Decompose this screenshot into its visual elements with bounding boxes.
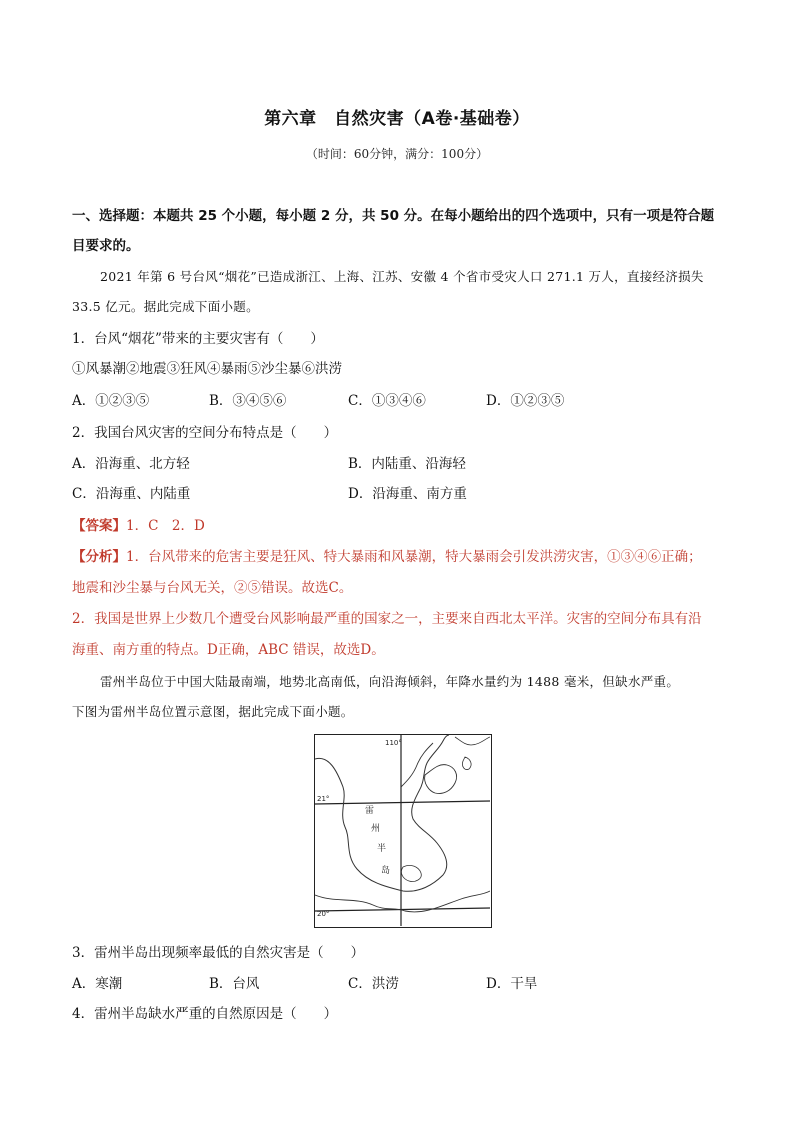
q3-option-a: A．寒潮 bbox=[72, 976, 123, 992]
lat-bottom-label: 20° bbox=[317, 910, 330, 918]
q4-stem: 4．雷州半岛缺水严重的自然原因是（ ） bbox=[72, 1006, 338, 1022]
page-subtitle: （时间：60分钟，满分：100分） bbox=[305, 147, 489, 161]
passage2-line2: 下图为雷州半岛位置示意图，据此完成下面小题。 bbox=[72, 704, 354, 719]
answer-text: 1．C 2．D bbox=[126, 518, 205, 534]
lat-top-label: 21° bbox=[317, 795, 330, 803]
q3-stem: 3．雷州半岛出现频率最低的自然灾害是（ ） bbox=[72, 945, 365, 961]
passage2-line1: 雷州半岛位于中国大陆最南端，地势北高南低，向沿海倾斜，年降水量约为 1488 毫米，但缺水严重。 bbox=[100, 674, 680, 689]
map-char-2: 州 bbox=[371, 824, 381, 834]
section-heading-line1: 一、选择题：本题共 25 个小题，每小题 2 分，共 50 分。在每小题给出的四个选项中，只有一项是符合题 bbox=[72, 208, 715, 224]
latitude-line-21 bbox=[315, 801, 490, 804]
q2-option-d: D．沿海重、南方重 bbox=[348, 486, 467, 502]
q1-stem: 1．台风“烟花”带来的主要灾害有（ ） bbox=[72, 331, 324, 347]
q2-option-a: A．沿海重、北方轻 bbox=[72, 456, 190, 472]
island-outline bbox=[425, 765, 457, 794]
q2-stem: 2．我国台风灾害的空间分布特点是（ ） bbox=[72, 425, 338, 441]
answer-label: 【答案】 bbox=[72, 518, 126, 534]
analysis-text-1: 1．台风带来的危害主要是狂风、特大暴雨和风暴潮，特大暴雨会引发洪涝灾害，①③④⑥正确； bbox=[126, 549, 702, 565]
q3-option-b: B．台风 bbox=[209, 976, 260, 992]
small-island-2 bbox=[401, 865, 421, 881]
north-coast bbox=[455, 737, 490, 745]
passage1-line2: 33.5 亿元。据此完成下面小题。 bbox=[72, 299, 259, 314]
q1-option-b: B．③④⑤⑥ bbox=[209, 393, 287, 409]
longitude-label: 110° bbox=[385, 739, 402, 747]
q1-option-d: D．①②③⑤ bbox=[486, 393, 565, 409]
q3-option-c: C．洪涝 bbox=[348, 976, 399, 992]
q1-option-c: C．①③④⑥ bbox=[348, 393, 426, 409]
answer-line bbox=[72, 516, 205, 536]
analysis-label: 【分析】 bbox=[72, 549, 126, 565]
passage1-line1: 2021 年第 6 号台风“烟花”已造成浙江、上海、江苏、安徽 4 个省市受灾人口 271.1 万人，直接经济损失 bbox=[100, 269, 704, 284]
map-char-4: 岛 bbox=[381, 866, 391, 876]
q2-option-b: B．内陆重、沿海轻 bbox=[348, 456, 466, 472]
map-svg bbox=[315, 735, 490, 926]
analysis-line3: 2．我国是世界上少数几个遭受台风影响最严重的国家之一，主要来自西北太平洋。灾害的空间分布具有沿 bbox=[72, 611, 702, 627]
q1-items: ①风暴潮②地震③狂风④暴雨⑤沙尘暴⑥洪涝 bbox=[72, 361, 342, 377]
map-char-3: 半 bbox=[377, 844, 387, 854]
q1-option-a: A．①②③⑤ bbox=[72, 393, 150, 409]
map-char-1: 雷 bbox=[365, 806, 375, 816]
section-heading-line2: 目要求的。 bbox=[72, 238, 140, 254]
analysis-line1 bbox=[72, 547, 702, 567]
small-island-1 bbox=[462, 757, 471, 770]
q2-option-c: C．沿海重、内陆重 bbox=[72, 486, 191, 502]
leizhou-peninsula-map bbox=[314, 734, 492, 928]
analysis-line2: 地震和沙尘暴与台风无关，②⑤错误。故选C。 bbox=[72, 580, 353, 596]
analysis-line4: 海重、南方重的特点。D正确，ABC 错误，故选D。 bbox=[72, 642, 385, 658]
q3-option-d: D．干旱 bbox=[486, 976, 538, 992]
bay-coastline bbox=[401, 743, 433, 787]
page-title: 第六章 自然灾害（A卷·基础卷） bbox=[264, 109, 530, 129]
